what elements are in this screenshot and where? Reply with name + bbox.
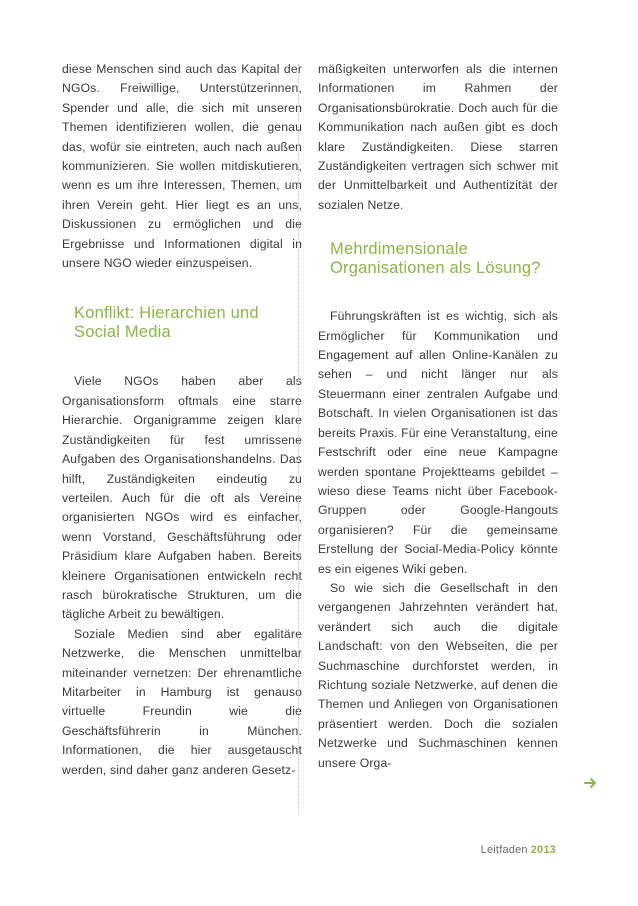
arrow-right-icon [584,777,598,789]
body-paragraph: Soziale Medien sind aber egalitäre Netzwerke, die Menschen unmittelbar miteinander vernetzen: Der ehrenamtliche Mitarbeiter in Hamburg ist genauso virtuelle Freundin wie die Geschäftsführerin in München. Informationen, die hier ausgetauscht werden, sind daher ganz anderen Gesetz- [62,626,302,777]
footer-label: Leitfaden [480,844,528,856]
body-paragraph: So wie sich die Gesellschaft in den vergangenen Jahrzehnten verändert hat, verändert sich auch die digitale Landschaft: von den Webseiten, die per Suchmaschine durchforstet werden, in Richtung soziale Netzwerke, auf denen die Themen und Anliegen von Organisationen präsentiert werden. Doch die sozialen Netzwerke und Suchmaschinen kennen unsere Orga- [318,580,558,770]
section-heading: Mehrdimensionale Organisationen als Lösung? [330,240,541,278]
right-column [318,60,558,773]
body-paragraph: Führungskräften ist es wichtig, sich als Ermöglicher für Kommunikation und Engagement auf allen Online-Kanälen zu sehen – und nicht länger nur als Steuermann einer zentralen Aufgabe und Botschaft. In vielen Organisationen ist das bereits Praxis. Für eine Veranstaltung, eine Festschrift oder eine neue Kampagne werden spontane Projektteams gebildet – wieso diese Teams nicht über Facebook-Gruppen oder Google-Hangouts organisieren? Für die gemeinsame Erstellung der Social-Media-Policy könnte es ein eigenes Wiki geben. [318,309,558,576]
footer-year: 2013 [530,844,556,856]
column-divider [298,64,299,814]
left-column [62,60,302,780]
body-paragraph: Viele NGOs haben aber als Organisationsform oftmals eine starre Hierarchie. Organigramme zeigen klare Zuständigkeiten für fest umrissene Aufgaben des Organisationshandelns. Das hilft, Zuständigkeiten eindeutig zu verteilen. Auch für die oft als Vereine organisierten NGOs wird es einfacher, wenn Vorstand, Geschäftsführung oder Präsidium klare Aufgaben haben. Bereits kleinere Organisationen entwickeln recht rasch bürokratische Strukturen, um die tägliche Arbeit zu bewältigen. [62,374,302,622]
page-footer [481,844,556,856]
body-paragraph: diese Menschen sind auch das Kapital der NGOs. Freiwillige, Unterstützerinnen, Spender und alle, die sich mit unseren Themen identifizieren wollen, die genau das, wofür sie eintreten, auch nach außen kommunizieren. Sie wollen mitdiskutieren, wenn es um ihre Interessen, Themen, um ihren Verein geht. Hier liegt es an uns, Diskussionen zu ermöglichen und die Ergebnisse und Informationen digital in unsere NGO wieder einzuspeisen. [62,62,302,271]
section-heading: Konflikt: Hierarchien und Social Media [74,304,259,342]
body-paragraph: mäßigkeiten unterworfen als die internen Informationen im Rahmen der Organisationsbürokratie. Doch auch für die Kommunikation nach außen gibt es doch klare Zuständigkeiten. Diese starren Zuständigkeiten vertragen sich schwer mit der Unmittelbarkeit und Authentizität der sozialen Netze. [318,62,558,212]
